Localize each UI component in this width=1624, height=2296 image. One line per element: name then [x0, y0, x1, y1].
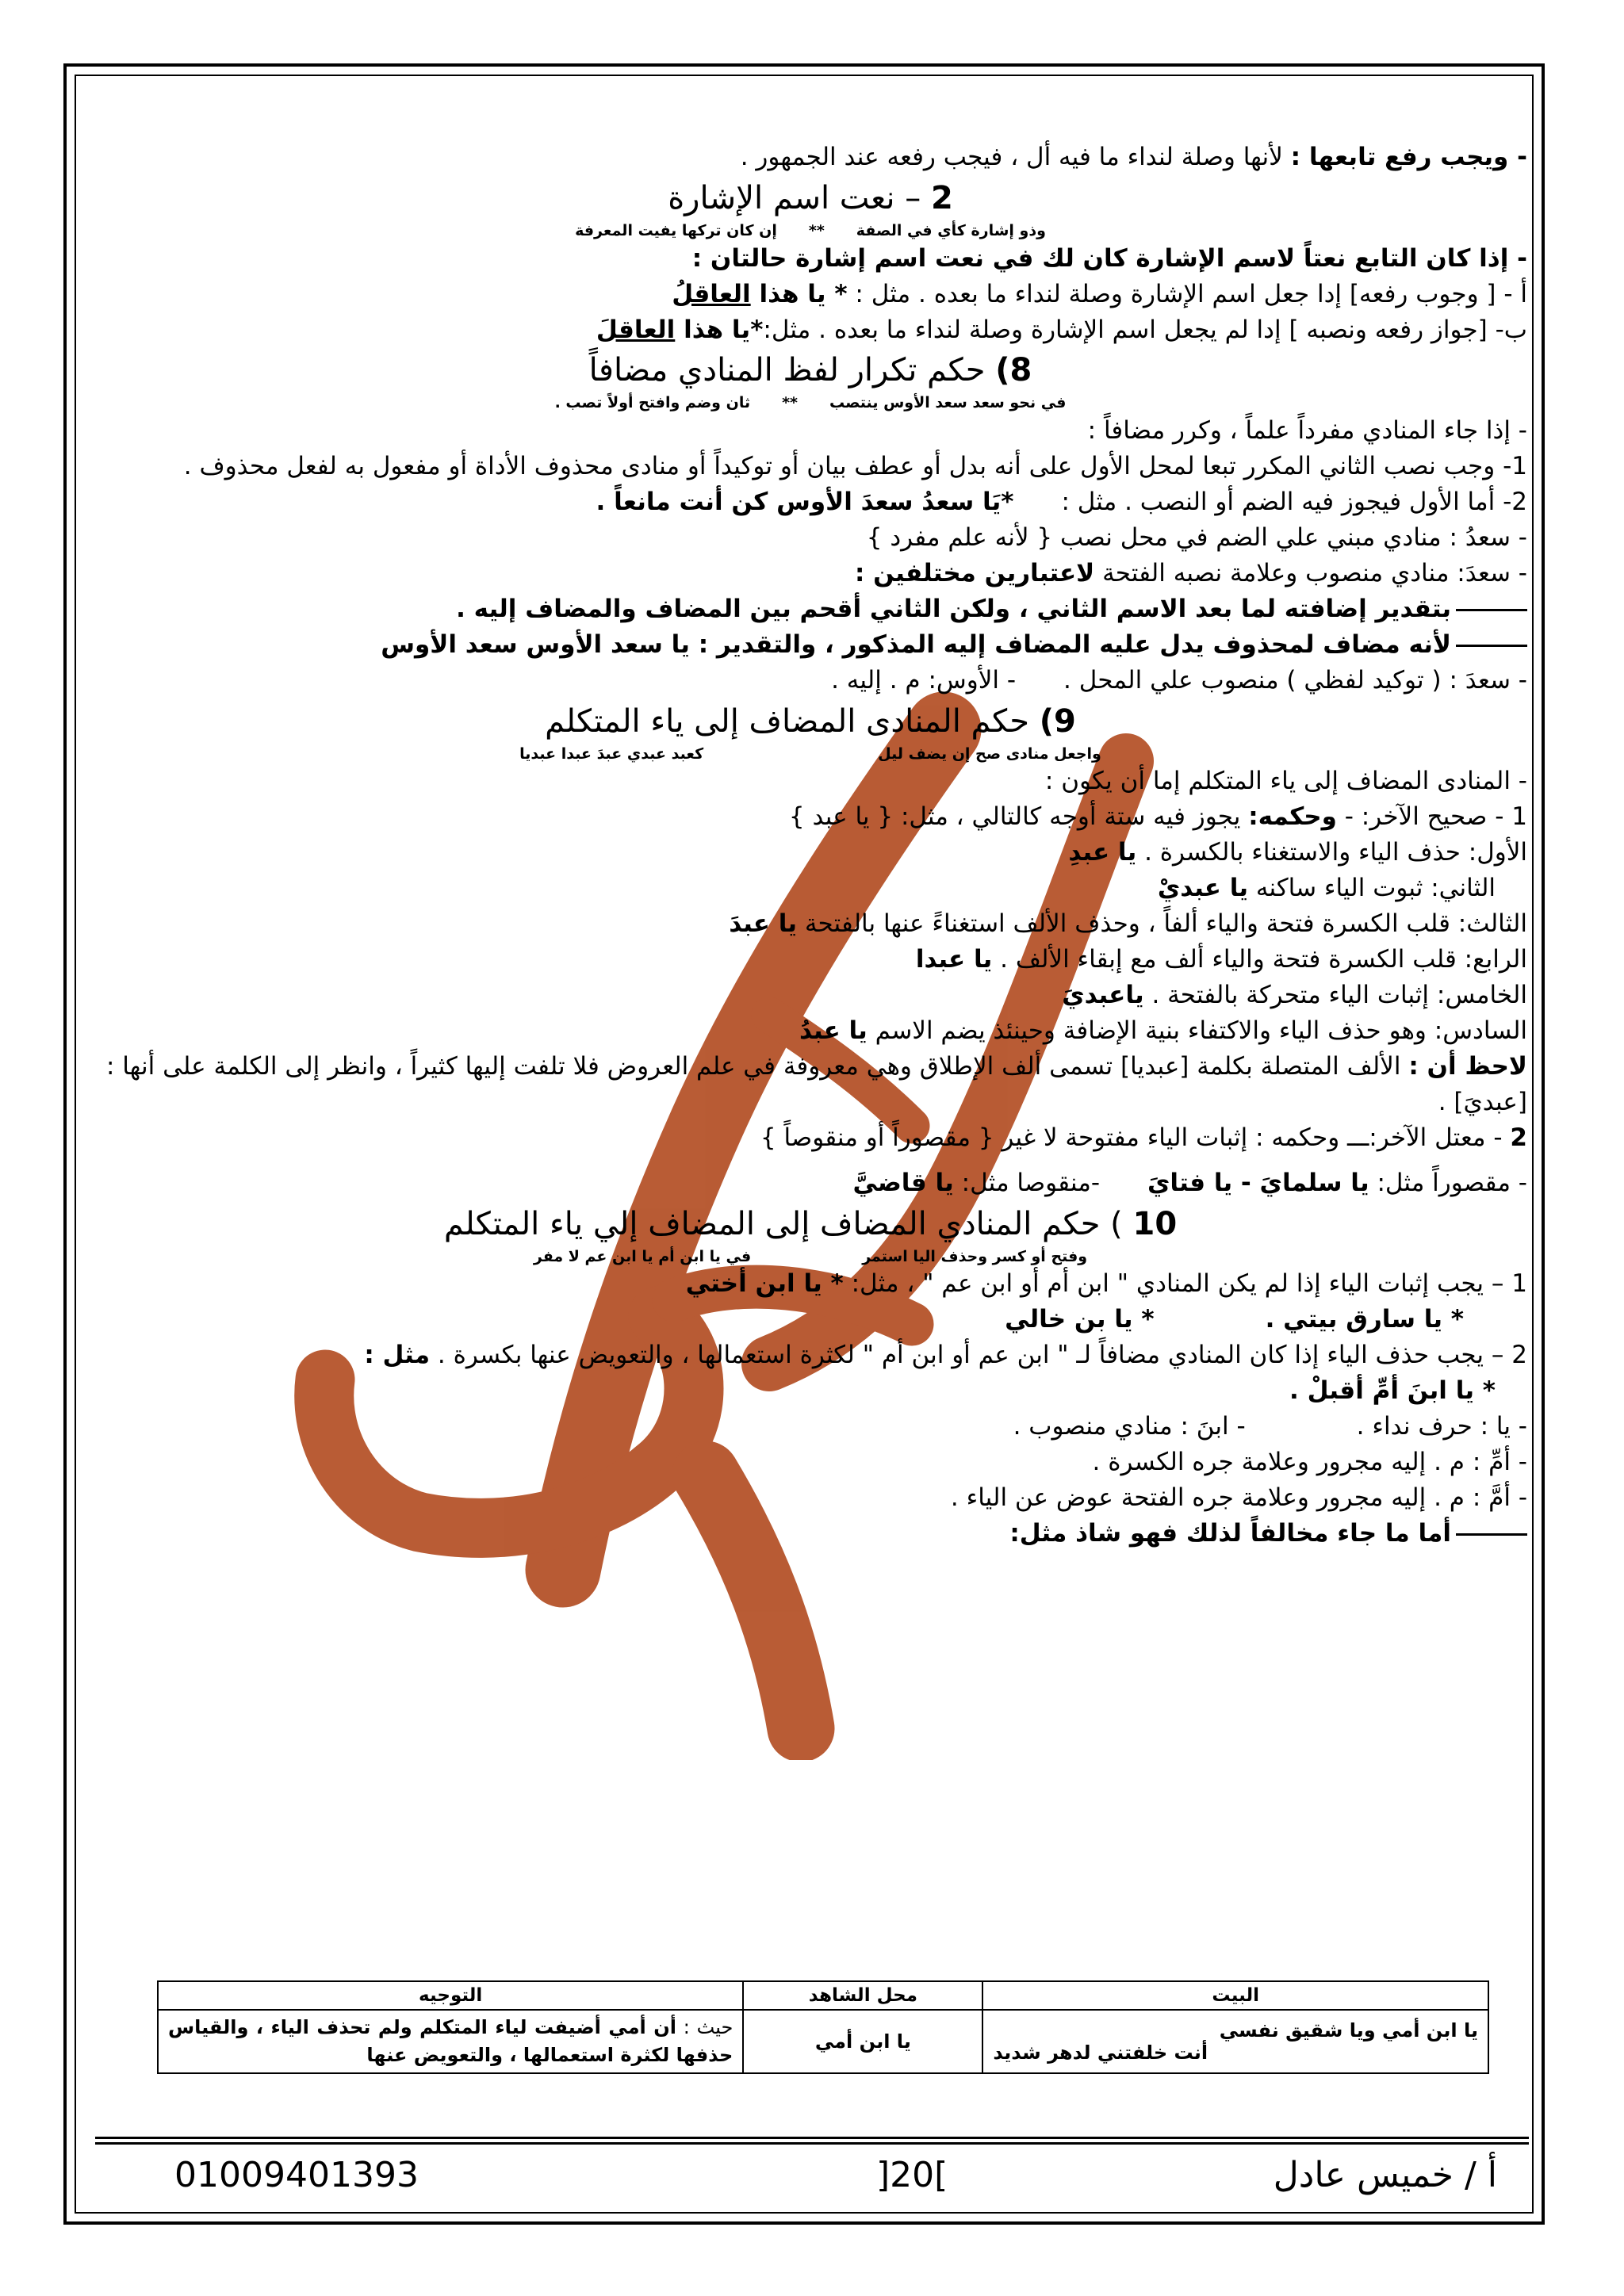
text-line [94, 484, 1527, 520]
bold-phrase: لاحظ أن : [1408, 1051, 1527, 1081]
section-number: 2 [930, 179, 953, 216]
text-line [94, 591, 1527, 627]
evidence-table [157, 1980, 1489, 2074]
phone-number: 01009401393 [174, 2155, 419, 2195]
section-10-heading [94, 1201, 1527, 1247]
text-line [94, 1049, 1527, 1120]
text-line [94, 1266, 1527, 1302]
text-span: - يا : حرف نداء . [1356, 1412, 1527, 1441]
text-line [94, 1516, 1527, 1552]
page-footer [95, 2149, 1529, 2204]
footer-divider [95, 2137, 1529, 2148]
text-line: - سعدُ : منادي مبني علي الضم في محل نصب { لأنه علم مفرد } [866, 522, 1527, 552]
verse-line: يا ابن أمي ويا شقيق نفسي [1219, 2019, 1478, 2042]
section-title: – نعت اسم الإشارة [668, 179, 931, 216]
text-span: - ابنَ : منادي منصوب . [1013, 1412, 1246, 1441]
text-span: ب- [جواز رفعه ونصبه ] إدا لم يجعل اسم الإشارة وصلة لنداء ما بعده . مثل: [763, 315, 1527, 344]
verse-note [94, 744, 1527, 764]
example: * يا هذا [750, 279, 848, 308]
text-span: -منقوصا مثل: [953, 1168, 1101, 1197]
text-span: الثالث: قلب الكسرة فتحة والياء ألفاً ، وحذف الألف استغناءً عنها بالفتحة [797, 909, 1527, 939]
column-header: التوجيه [158, 1981, 743, 2010]
text-line: - أمَّ : م . إليه مجرور وعلامة جره الفتحة عوض عن الياء . [950, 1483, 1527, 1512]
section-9-heading [94, 698, 1527, 744]
text-line [94, 1165, 1527, 1201]
section-number: 8) [995, 352, 1032, 389]
text-line [94, 1409, 1527, 1445]
text-span: 1 – يجب إثبات الياء إذا لم يكن المنادي " ابن أم أو ابن عم " ، مثل: [843, 1269, 1527, 1299]
section-title: حكم تكرار لفظ المنادي مضافاً [588, 352, 996, 389]
text-line [94, 1013, 1527, 1049]
text-line [94, 556, 1527, 591]
example: يا عبدُ [799, 1016, 868, 1045]
text-line: 1- وجب نصب الثاني المكرر تبعا لمحل الأول على أنه بدل أو عطف بيان أو توكيداً أو منادى محذوف الأداة أو مفعول به لفعل محذوف . [183, 452, 1527, 481]
column-header: البيت [982, 1981, 1488, 2010]
example-underlined: العاقلُ [672, 279, 751, 308]
verse-half: في يا ابن أم يا ابن عم لا مفر [533, 1247, 752, 1265]
text-span: الألف المتصلة بكلمة [عبديا] تسمى ألف الإطلاق وهي معروفة في علم العروض فلا تلفت إليها كثيراً ، وانظر إلى الكلمة على أنها : [عبديَ] . [105, 1051, 1527, 1116]
verse-half: إن كان تركها يفيت المعرفة [575, 221, 777, 239]
verse-cell [982, 2010, 1488, 2073]
verse-note [94, 1247, 1527, 1267]
verse-half: واجعل منادى صح إن يضف ليل [878, 744, 1101, 763]
text-span: يجوز فيه ستة أوجه كالتالي ، مثل: { يا عبد } [788, 802, 1249, 832]
section-title: ) حكم المنادي المضاف إلى المضاف إلي ياء المتكلم [443, 1205, 1133, 1242]
text-span: 2 – يجب حذف الياء إذا كان المنادي مضافاً لـ " ابن عم أو ابن أم " لكثرة استعمالها ، والتعويض عنها بكسرة . [430, 1341, 1527, 1370]
bold-phrase: مثل : [364, 1341, 431, 1370]
verse-note [94, 393, 1527, 413]
text-span: الأول: حذف الياء والاستغناء بالكسرة . [1136, 838, 1527, 867]
text-line [94, 663, 1527, 698]
text-line [94, 799, 1527, 835]
text-line [94, 312, 1527, 348]
example: * يا ابن أختي [685, 1269, 844, 1299]
text-line [94, 1120, 1527, 1156]
text-line: - أمِّ : م . إليه مجرور وعلامة جره الكسرة . [1092, 1447, 1527, 1476]
section-2-heading [94, 175, 1527, 221]
page-number: ]20[ [876, 2155, 948, 2195]
verse-half: وذو إشارة كأي في الصفة [856, 221, 1046, 239]
verse-half: كعبد عبدي عبدَ عبدا عبديا [519, 744, 704, 763]
section-number: 9) [1039, 702, 1076, 740]
verse-half: في نحو سعد سعد الأوس ينتصب [829, 394, 1067, 412]
author-name: أ / خميس عادل [1273, 2155, 1497, 2195]
text-span: - مقصوراً مثل: [1369, 1168, 1527, 1197]
text-span: أما ما جاء مخالفاً لذلك فهو شاذ مثل: [1009, 1518, 1451, 1548]
text-span: الخامس: إثبات الياء متحركة بالفتحة . [1143, 980, 1527, 1009]
text-span: أ - [ وجوب رفعه] إدا جعل اسم الإشارة وصلة لنداء ما بعده . مثل : [847, 279, 1527, 308]
example: يا عبدَ [729, 909, 798, 939]
text-line [94, 277, 1527, 312]
text-span: 1 - صحيح الآخر: - [1336, 802, 1527, 832]
text-line [94, 978, 1527, 1013]
guidance-text: أن أمي أضيفت لياء المتكلم ولم تحذف الياء ، والقياس حذفها لكثرة استعمالها ، والتعويض عنها [168, 2016, 733, 2066]
example: يا عبدا [915, 945, 993, 974]
text-line [94, 1337, 1527, 1373]
section-title: حكم المنادى المضاف إلى ياء المتكلم [545, 702, 1040, 740]
example: يا عبديْ [1157, 874, 1249, 903]
text-line [94, 906, 1527, 942]
example: * يا بن خالي [1005, 1305, 1155, 1334]
text-span: - معتل الآخر:ـــ وحكمه : إثبات الياء مفتوحة لا غير { مقصوراً أو منقوصاً } [760, 1123, 1511, 1152]
section-number: 10 [1132, 1205, 1178, 1242]
example: يا قاضيَّ [852, 1168, 954, 1197]
text-span: 2- أما الأول فيجوز فيه الضم أو النصب . مثل : [1061, 488, 1527, 516]
bold-phrase: وحكمه: [1248, 802, 1337, 832]
example: يا عبدِ [1068, 838, 1137, 867]
text-span: - سعدَ: منادي منصوب وعلامة نصبه الفتحة [1094, 558, 1527, 587]
text-line [94, 942, 1527, 978]
text-line [94, 627, 1527, 663]
example: يا سلمايَ - يا فتايَ [1147, 1168, 1369, 1197]
text-span: السادس: وهو حذف الياء والاكتفاء بنية الإضافة وحينئذ يضم الاسم [867, 1016, 1527, 1045]
text-span: الثاني: ثبوت الياء ساكنه [1248, 874, 1496, 903]
text-line: - إذا كان التابع نعتاً لاسم الإشارة كان لك في نعت اسم إشارة حالتان : [691, 243, 1527, 273]
text-line [94, 871, 1527, 906]
column-header: محل الشاهد [743, 1981, 982, 2010]
text-line: * يا ابنَ أمِّ أقبلْ . [1289, 1376, 1496, 1406]
page-content [94, 140, 1527, 1552]
text-line: - المنادى المضاف إلى ياء المتكلم إما أن يكون : [1044, 767, 1527, 796]
text-line [94, 835, 1527, 871]
verse-separator: ** [808, 221, 825, 239]
item-number: 2 [1510, 1123, 1527, 1152]
witness-cell: يا ابن أمي [743, 2010, 982, 2073]
text-span: - سعدَ : ( توكيد لفظي ) منصوب علي المحل . [1063, 665, 1527, 695]
verse-half: وفتح أو كسر وحذف اليا استمر [862, 1247, 1088, 1265]
table-header-row [158, 1981, 1488, 2010]
example-underlined: العاقلَ [596, 315, 676, 344]
guidance-cell [158, 2010, 743, 2073]
verse-half: ثان وضم وافتح أولاً تصب . [554, 394, 751, 412]
guidance-label: حيث : [676, 2016, 733, 2038]
text-span: لأنها وصلة لنداء ما فيه أل ، فيجب رفعه عند الجمهور . [740, 143, 1291, 171]
example: *يا هذا [675, 315, 764, 344]
verse-note [94, 221, 1527, 241]
text-span: لأنه مضاف لمحذوف يدل عليه المضاف إليه المذكور ، والتقدير : يا سعد الأوس سعد الأوس [381, 629, 1451, 659]
table-row [158, 2010, 1488, 2073]
example: * يا سارق بيتي . [1265, 1305, 1464, 1334]
bold-phrase: لاعتبارين مختلفين : [854, 558, 1095, 587]
text-line [94, 1302, 1527, 1337]
example: *يَا سعدُ سعدَ الأوس كن أنت مانعاً . [596, 488, 1014, 516]
text-span: الرابع: قلب الكسرة فتحة والياء ألف مع إبقاء الألف . [992, 945, 1527, 974]
text-line [94, 140, 1527, 175]
text-span: بتقدير إضافته لما بعد الاسم الثاني ، ولكن الثاني أقحم بين المضاف والمضاف إليه . [456, 594, 1451, 623]
example: ياعبديَ [1062, 980, 1144, 1009]
bold-phrase: - ويجب رفع تابعها : [1290, 143, 1527, 171]
text-span: - الأوس: م . إليه . [831, 665, 1017, 695]
section-8-heading [94, 347, 1527, 393]
verse-separator: ** [782, 394, 798, 412]
text-line: - إذا جاء المنادي مفرداً علماً ، وكرر مضافاً : [1087, 416, 1527, 446]
verse-line: أنت خلفتني لدهر شديد [993, 2041, 1208, 2064]
